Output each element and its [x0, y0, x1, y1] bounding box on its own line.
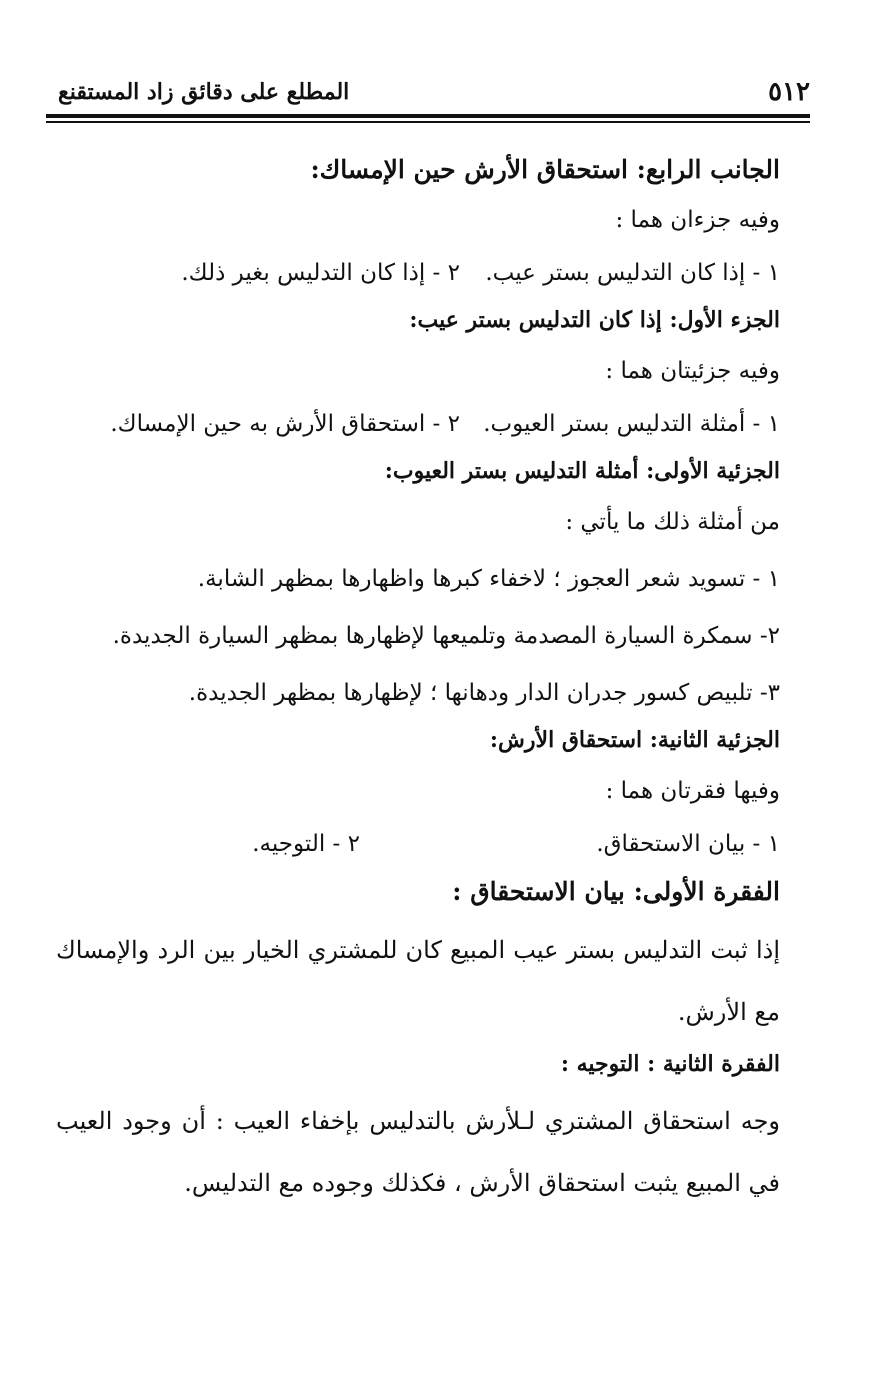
intro-two-subparts: وفيه جزئيتان هما : [605, 358, 780, 384]
heading-first-part: الجزء الأول: إذا كان التدليس بستر عيب: [409, 307, 780, 333]
heading-fourth-aspect: الجانب الرابع: استحقاق الأرش حين الإمساك: [310, 155, 780, 184]
paragraph-text: وجه استحقاق المشتري لـلأرش بالتدليس بإخفاء العيب : أن وجود العيب في المبيع يثبت استحقاق الأرش ، فكذلك وجوده مع التدليس. [56, 1107, 780, 1197]
header-rule-thick [46, 114, 810, 118]
heading-second-subpart: الجزئية الثانية: استحقاق الأرش: [489, 727, 780, 753]
parts-list [56, 258, 780, 289]
intro-two-paragraphs: وفيها فقرتان هما : [605, 778, 780, 804]
intro-examples: من أمثلة ذلك ما يأتي : [565, 509, 780, 535]
list-item: ٣- تلبيص كسور جدران الدار ودهانها ؛ لإظهارها بمظهر الجديدة. [188, 680, 780, 706]
list-item: ١ - بيان الاستحقاق. [596, 831, 780, 857]
list-item: ١ - أمثلة التدليس بستر العيوب. [483, 411, 780, 437]
heading-second-paragraph: الفقرة الثانية : التوجيه : [560, 1051, 780, 1077]
heading-first-paragraph: الفقرة الأولى: بيان الاستحقاق : [452, 877, 780, 906]
list-item: ٢ - استحقاق الأرش به حين الإمساك. [110, 411, 460, 437]
page-number: ٥١٢ [768, 77, 810, 107]
list-item: ١ - تسويد شعر العجوز ؛ لاخفاء كبرها واظهارها بمظهر الشابة. [197, 566, 780, 592]
list-item: ٢ - التوجيه. [252, 831, 360, 857]
list-item: ٢- سمكرة السيارة المصدمة وتلميعها لإظهارها بمظهر السيارة الجديدة. [112, 623, 780, 649]
list-item: ٢ - إذا كان التدليس بغير ذلك. [181, 260, 460, 286]
header-rule-thin [46, 121, 810, 123]
list-item: ١ - إذا كان التدليس بستر عيب. [485, 260, 780, 286]
page-body [56, 140, 780, 1214]
paragraph-items-list [56, 829, 780, 860]
subparts-list [56, 409, 780, 440]
running-title: المطلع على دقائق زاد المستقنع [58, 79, 350, 105]
page-header [58, 72, 810, 112]
paragraph-text: إذا ثبت التدليس بستر عيب المبيع كان للمشتري الخيار بين الرد والإمساك مع الأرش. [56, 936, 780, 1026]
intro-two-parts: وفيه جزءان هما : [615, 207, 780, 233]
heading-first-subpart: الجزئية الأولى: أمثلة التدليس بستر العيوب: [384, 458, 780, 484]
